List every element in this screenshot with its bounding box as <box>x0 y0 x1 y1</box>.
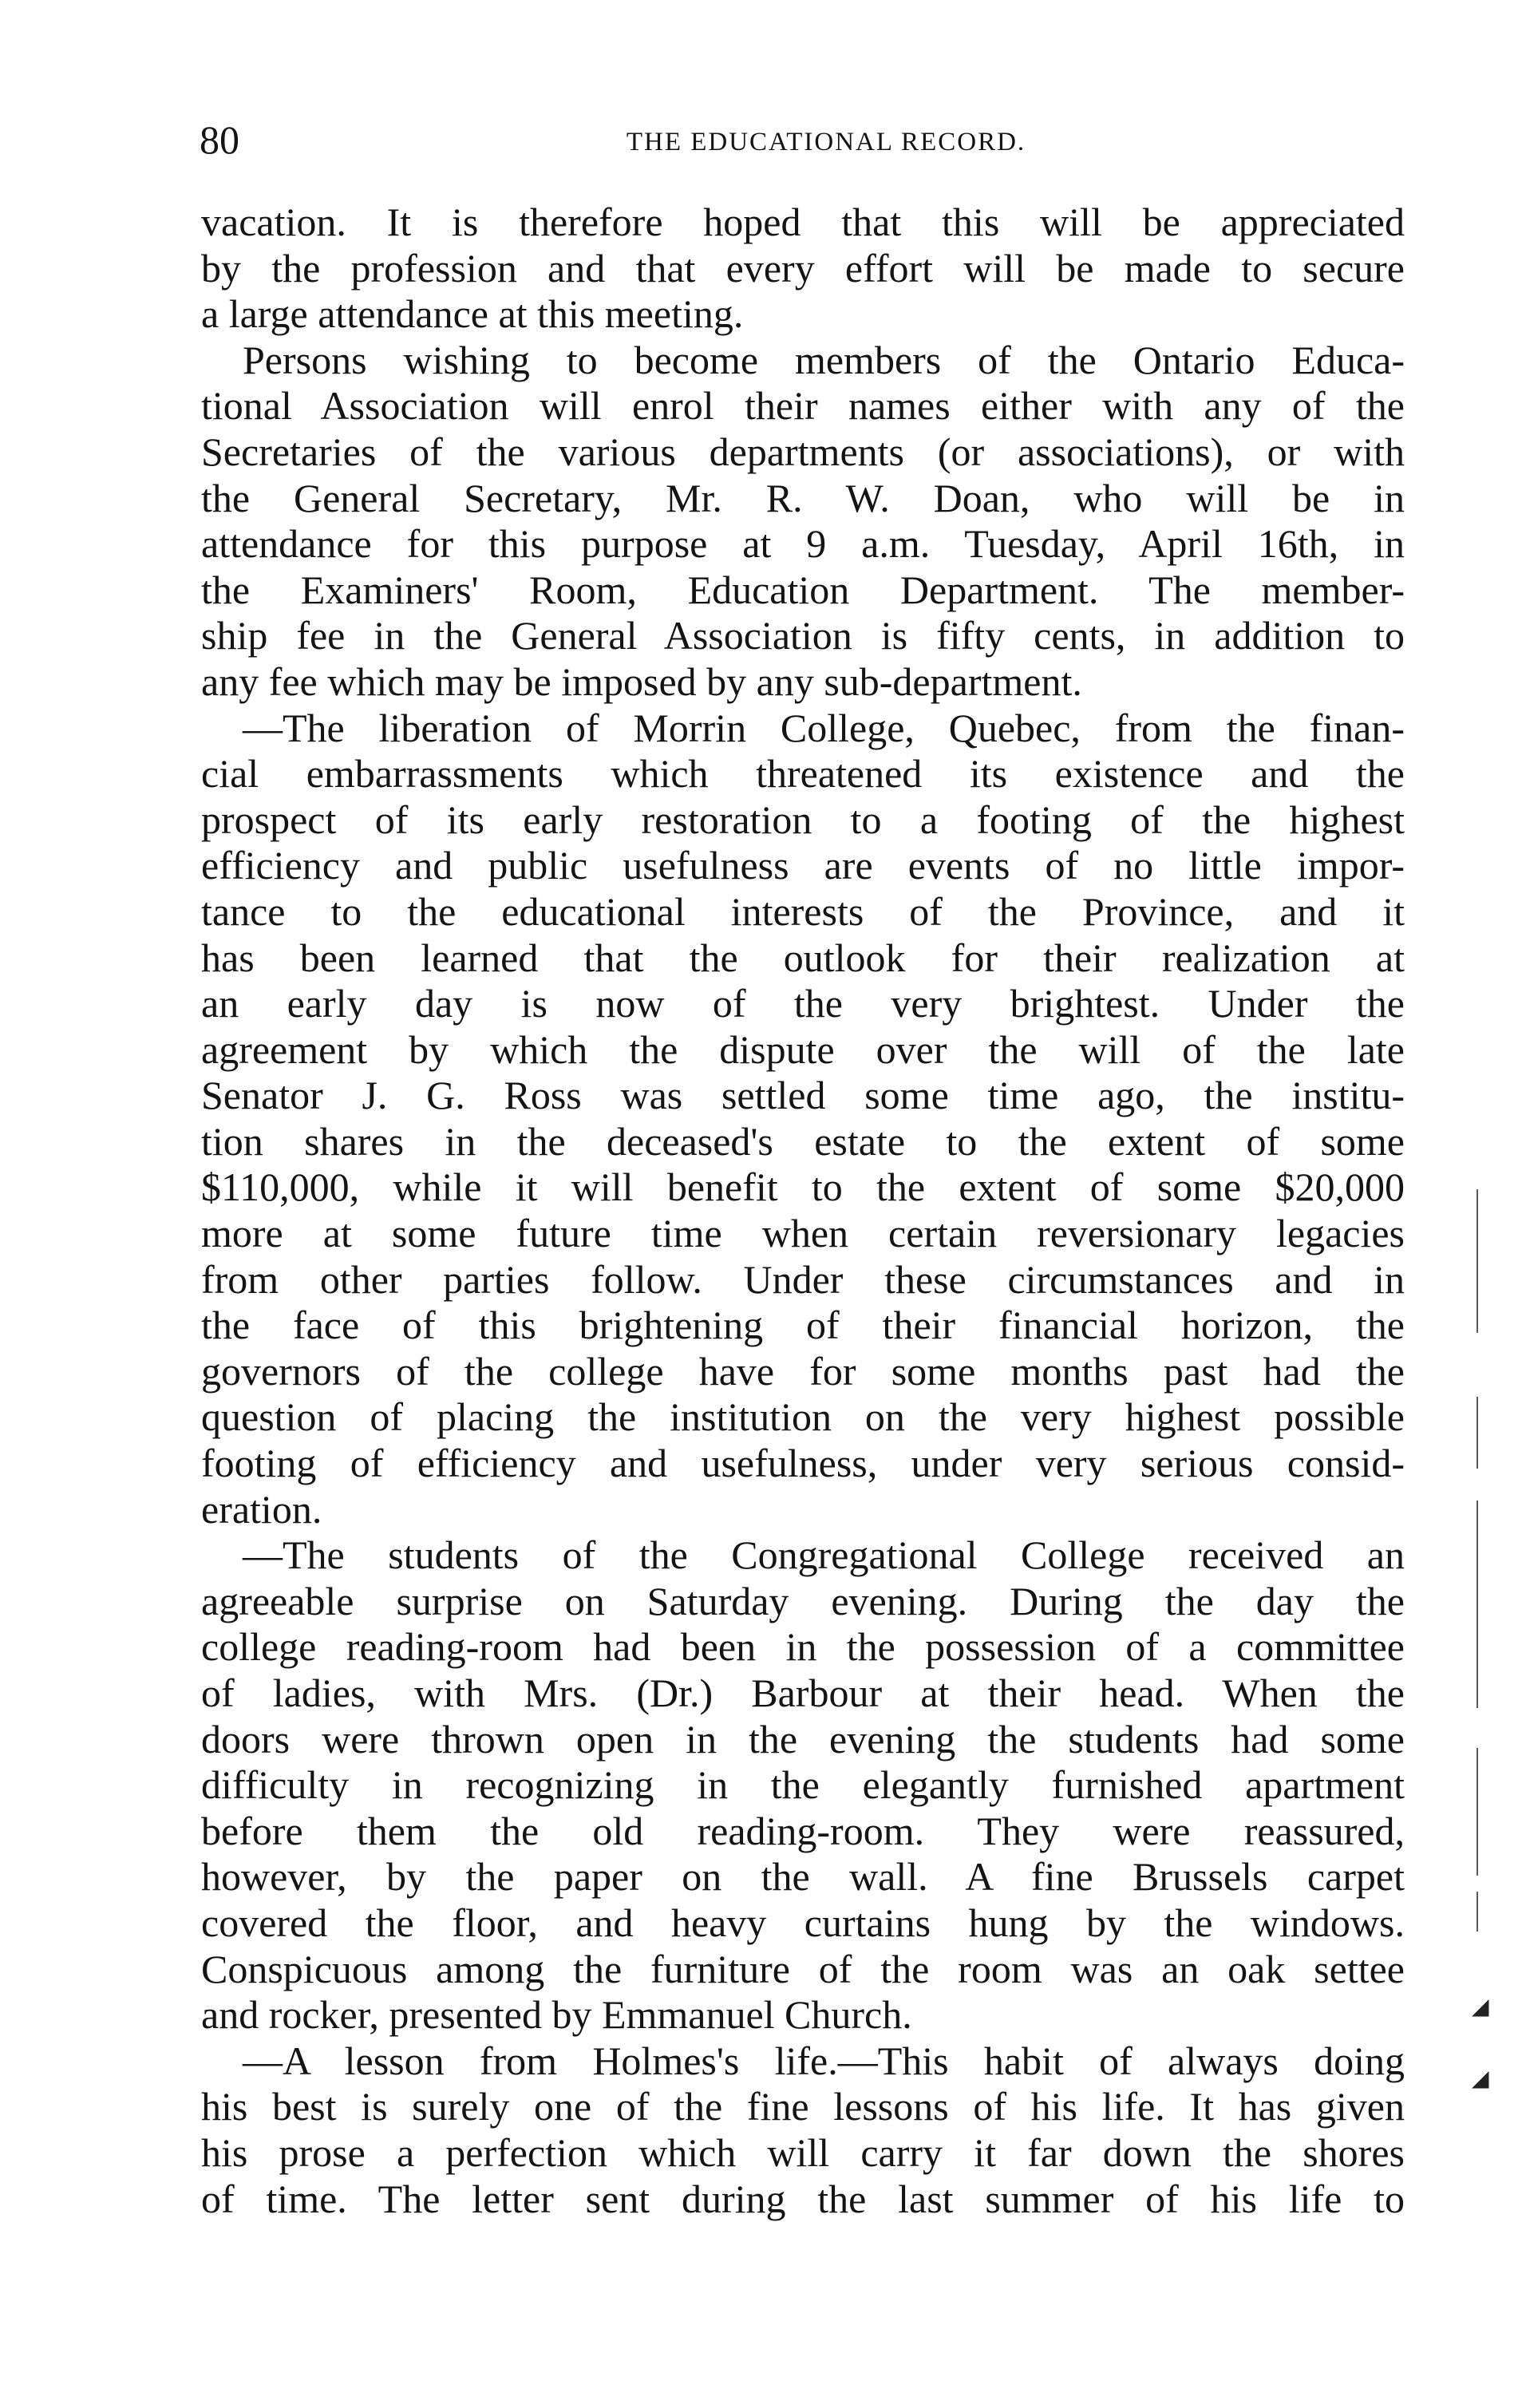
running-head: THE EDUCATIONAL RECORD. <box>626 128 1026 156</box>
text-line: agreement by which the dispute over the will of the late <box>201 1026 1405 1072</box>
text-line: of ladies, with Mrs. (Dr.) Barbour at their head. When the <box>201 1671 1405 1715</box>
paragraph-start-line: —A lesson from Holmes's life.—This habit of always doing <box>243 2038 1405 2083</box>
text-line: $110,000, while it will benefit to the extent of some $20,000 <box>201 1164 1405 1210</box>
text-line: tance to the educational interests of the Province, and it <box>201 888 1405 934</box>
text-line: a large attendance at this meeting. <box>201 291 744 337</box>
text-line: eration. <box>201 1486 322 1532</box>
paragraph-start-line: Persons wishing to become members of the Ontario Educa- <box>243 337 1405 382</box>
margin-rule <box>1476 1748 1478 1876</box>
text-line: the face of this brightening of their financial horizon, the <box>201 1303 1405 1348</box>
text-line: any fee which may be imposed by any sub-department. <box>201 658 1082 704</box>
margin-rule <box>1476 1189 1478 1333</box>
text-line: from other parties follow. Under these circumstances and in <box>201 1256 1405 1302</box>
text-line: Conspicuous among the furniture of the room was an oak settee <box>201 1946 1405 1991</box>
text-line: footing of efficiency and usefulness, under very serious consid- <box>201 1441 1405 1486</box>
text-line: and rocker, presented by Emmanuel Church. <box>201 1992 912 2038</box>
text-line: by the profession and that every effort will be made to secure <box>201 245 1405 291</box>
text-line: however, by the paper on the wall. A fine Brussels carpet <box>201 1854 1405 1900</box>
margin-rule <box>1476 1397 1478 1469</box>
text-line: efficiency and public usefulness are events of no little impor- <box>201 843 1405 888</box>
text-line: an early day is now of the very brightest. Under the <box>201 981 1405 1026</box>
text-line: college reading-room had been in the possession of a committee <box>201 1624 1405 1670</box>
margin-rule <box>1476 1501 1478 1708</box>
text-line: difficulty in recognizing in the elegantly furnished apartment <box>201 1762 1405 1808</box>
text-line: of time. The letter sent during the last summer of his life to <box>201 2176 1405 2221</box>
page-number: 80 <box>200 117 239 162</box>
text-line: tional Association will enrol their names either with any of the <box>201 383 1405 429</box>
pointer-mark-icon: ◢ <box>1472 1993 1489 2019</box>
text-line: prospect of its early restoration to a footing of the highest <box>201 797 1405 842</box>
text-line: question of placing the institution on the very highest possible <box>201 1394 1405 1440</box>
text-line: his best is surely one of the fine lessons of his life. It has given <box>201 2084 1405 2129</box>
paragraph-start-line: —The students of the Congregational College received an <box>243 1532 1405 1578</box>
text-line: more at some future time when certain reversionary legacies <box>201 1211 1405 1256</box>
text-line: Secretaries of the various departments (or associations), or with <box>201 429 1405 474</box>
page-header <box>200 112 1405 176</box>
body-text <box>201 200 1405 2222</box>
paragraph-start-line: —The liberation of Morrin College, Quebec, from the finan- <box>243 705 1405 750</box>
text-line: his prose a perfection which will carry it far down the shores <box>201 2129 1405 2175</box>
text-line: ship fee in the General Association is fifty cents, in addition to <box>201 613 1405 658</box>
text-line: before them the old reading-room. They were reassured, <box>201 1808 1405 1853</box>
text-line: the Examiners' Room, Education Department. The member- <box>201 567 1405 612</box>
pointer-mark-icon: ◢ <box>1472 2065 1489 2091</box>
text-line: vacation. It is therefore hoped that this will be appreciated <box>201 200 1405 244</box>
text-line: agreeable surprise on Saturday evening. During the day the <box>201 1578 1405 1623</box>
margin-scan-marks <box>1467 1189 1491 2187</box>
text-line: has been learned that the outlook for their realization at <box>201 935 1405 980</box>
text-line: governors of the college have for some months past had the <box>201 1348 1405 1394</box>
margin-rule <box>1476 1892 1478 1932</box>
text-line: Senator J. G. Ross was settled some time ago, the institu- <box>201 1073 1405 1118</box>
text-line: tion shares in the deceased's estate to the extent of some <box>201 1118 1405 1164</box>
text-line: doors were thrown open in the evening the students had some <box>201 1716 1405 1762</box>
text-line: cial embarrassments which threatened its existence and the <box>201 751 1405 797</box>
text-line: covered the floor, and heavy curtains hung by the windows. <box>201 1900 1405 1945</box>
text-line: the General Secretary, Mr. R. W. Doan, who will be in <box>201 475 1405 520</box>
text-line: attendance for this purpose at 9 a.m. Tuesday, April 16th, in <box>201 521 1405 567</box>
